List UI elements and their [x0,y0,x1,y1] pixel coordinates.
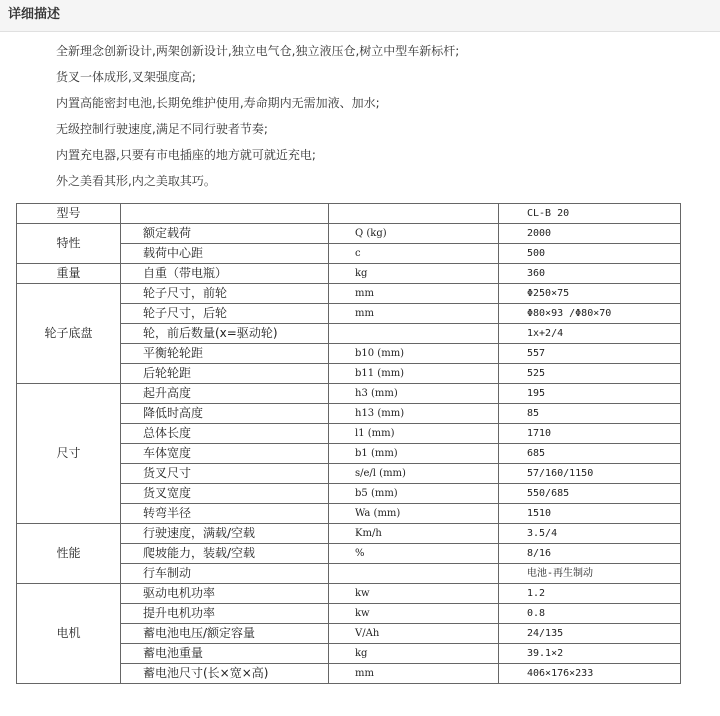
spec-item-name: 蓄电池尺寸(长×宽×高) [121,664,329,684]
spec-unit: V/Ah [329,624,499,644]
spec-item-name: 蓄电池重量 [121,644,329,664]
spec-item-name: 提升电机功率 [121,604,329,624]
spec-unit: b11 (mm) [329,364,499,384]
model-label: 型号 [17,204,121,224]
spec-unit [329,324,499,344]
spec-unit: kg [329,644,499,664]
spec-unit [329,564,499,584]
spec-group-name: 性能 [17,524,121,584]
spec-item-name: 轮，前后数量(x=驱动轮) [121,324,329,344]
spec-unit: mm [329,284,499,304]
model-empty-cell [329,204,499,224]
spec-item-name: 行驶速度，满载/空载 [121,524,329,544]
spec-row [17,264,681,284]
spec-value: 550/685 [499,484,681,504]
spec-unit: s/e/l (mm) [329,464,499,484]
spec-item-name: 轮子尺寸，前轮 [121,284,329,304]
section-title: 详细描述 [8,7,61,22]
spec-item-name: 平衡轮轮距 [121,344,329,364]
spec-item-name: 车体宽度 [121,444,329,464]
spec-value: 1x+2/4 [499,324,681,344]
spec-unit: Q (kg) [329,224,499,244]
spec-item-name: 自重（带电瓶） [121,264,329,284]
spec-unit: kw [329,584,499,604]
spec-unit: l1 (mm) [329,424,499,444]
spec-unit: b1 (mm) [329,444,499,464]
spec-item-name: 爬坡能力，装载/空载 [121,544,329,564]
section-header [0,0,720,32]
model-value: CL-B 20 [499,204,681,224]
spec-value: 685 [499,444,681,464]
description-line: 内置充电器,只要有市电插座的地方就可就近充电; [56,148,316,162]
spec-row [17,224,681,244]
spec-value: 1.2 [499,584,681,604]
description-line: 全新理念创新设计,两架创新设计,独立电气仓,独立液压仓,树立中型车新标杆; [56,44,460,58]
spec-value: 525 [499,364,681,384]
spec-value: Φ80×93 /Φ80×70 [499,304,681,324]
spec-unit: h13 (mm) [329,404,499,424]
spec-item-name: 蓄电池电压/额定容量 [121,624,329,644]
spec-value: 3.5/4 [499,524,681,544]
spec-value: 557 [499,344,681,364]
spec-item-name: 降低时高度 [121,404,329,424]
description-line: 货叉一体成形,叉架强度高; [56,70,196,84]
spec-item-name: 轮子尺寸，后轮 [121,304,329,324]
spec-group-name: 重量 [17,264,121,284]
spec-item-name: 额定载荷 [121,224,329,244]
spec-value: Φ250×75 [499,284,681,304]
spec-unit: Wa (mm) [329,504,499,524]
spec-unit: c [329,244,499,264]
model-row [17,204,681,224]
spec-table [16,203,681,684]
spec-unit: kw [329,604,499,624]
spec-group-name: 尺寸 [17,384,121,524]
spec-item-name: 驱动电机功率 [121,584,329,604]
spec-item-name: 行车制动 [121,564,329,584]
spec-item-name: 转弯半径 [121,504,329,524]
spec-value: 1510 [499,504,681,524]
spec-item-name: 载荷中心距 [121,244,329,264]
spec-table-body [17,204,681,684]
spec-value: 195 [499,384,681,404]
description-line: 无级控制行驶速度,满足不同行驶者节奏; [56,122,268,136]
spec-value: 406×176×233 [499,664,681,684]
spec-value: 8/16 [499,544,681,564]
spec-unit: mm [329,664,499,684]
spec-unit: Km/h [329,524,499,544]
spec-row [17,584,681,604]
spec-value: 电池-再生制动 [499,564,681,584]
spec-value: 500 [499,244,681,264]
spec-item-name: 总体长度 [121,424,329,444]
spec-value: 39.1×2 [499,644,681,664]
spec-value: 360 [499,264,681,284]
spec-item-name: 货叉尺寸 [121,464,329,484]
spec-row [17,524,681,544]
spec-value: 57/160/1150 [499,464,681,484]
model-empty-cell [121,204,329,224]
spec-row [17,384,681,404]
spec-value: 85 [499,404,681,424]
spec-row [17,284,681,304]
spec-value: 1710 [499,424,681,444]
spec-value: 2000 [499,224,681,244]
spec-unit: % [329,544,499,564]
spec-unit: mm [329,304,499,324]
spec-group-name: 轮子底盘 [17,284,121,384]
spec-group-name: 特性 [17,224,121,264]
spec-value: 24/135 [499,624,681,644]
spec-unit: b5 (mm) [329,484,499,504]
description-line: 外之美看其形,内之美取其巧。 [56,174,216,188]
spec-item-name: 后轮轮距 [121,364,329,384]
description-line: 内置高能密封电池,长期免维护使用,寿命期内无需加液、加水; [56,96,380,110]
spec-unit: h3 (mm) [329,384,499,404]
spec-item-name: 起升高度 [121,384,329,404]
spec-value: 0.8 [499,604,681,624]
spec-unit: b10 (mm) [329,344,499,364]
description-block [56,42,706,198]
spec-unit: kg [329,264,499,284]
spec-group-name: 电机 [17,584,121,684]
spec-item-name: 货叉宽度 [121,484,329,504]
